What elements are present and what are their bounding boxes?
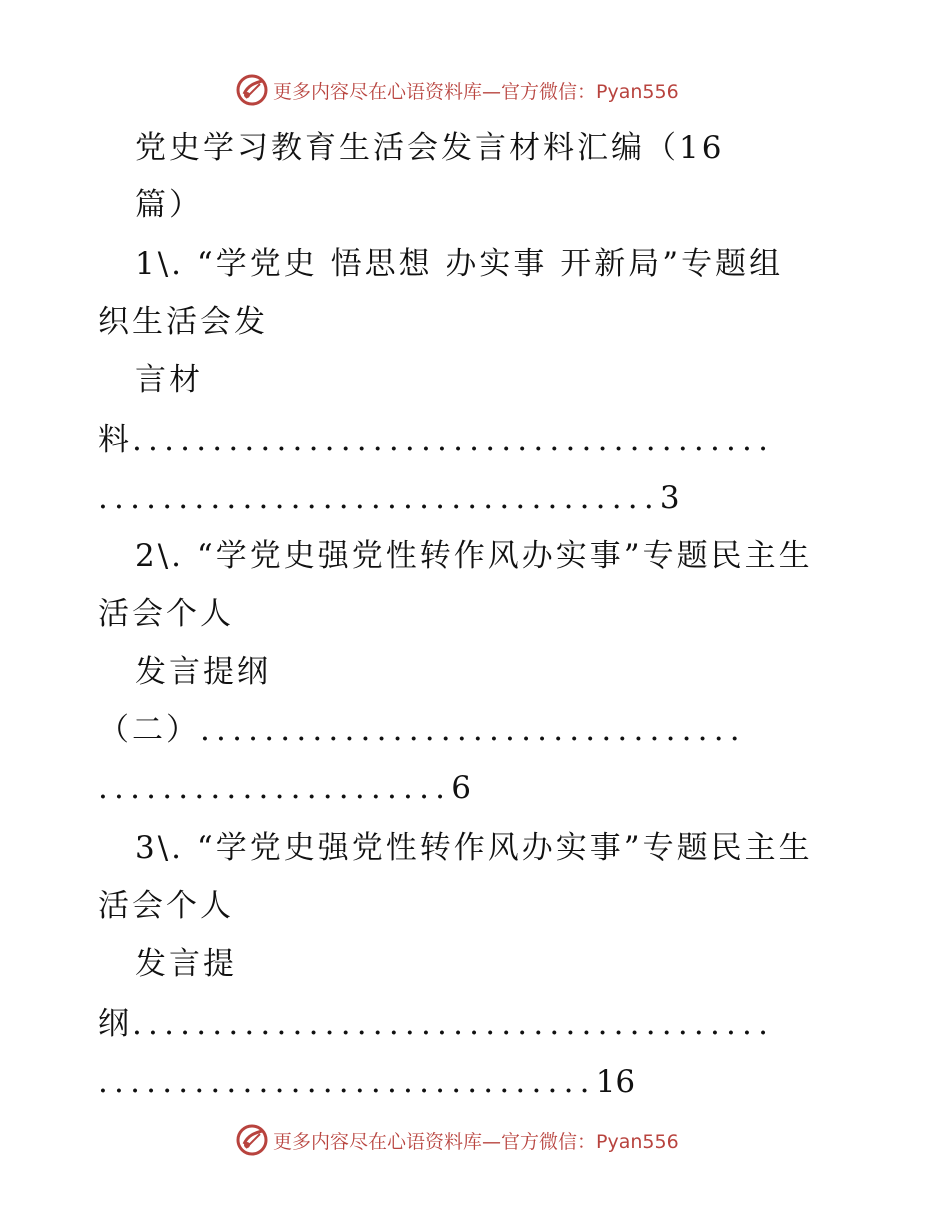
dot-leader: ...................................: [98, 480, 660, 516]
toc-entry-3-title-cont2: 发言提: [135, 946, 237, 982]
toc-entry-2-page: 6: [451, 770, 471, 806]
dot-leader: ......................: [98, 770, 452, 806]
logo-icon: [235, 73, 269, 107]
document-title-line2: 篇）: [135, 187, 203, 223]
toc-entry-2-label-tail: （二）: [98, 712, 200, 748]
toc-entry-1-label-tail: 料: [98, 422, 132, 458]
toc-entry-2-title-cont2: 发言提纲: [135, 654, 271, 690]
toc-entry-2-leader: [98, 710, 746, 750]
toc-entry-1-title-cont2: 言材: [135, 362, 203, 398]
toc-entry-1-title: 1\. “学党史 悟思想 办实事 开新局”专题组: [135, 246, 784, 282]
toc-entry-2-title: 2\. “学党史强党性转作风办实事”专题民主生: [135, 538, 813, 574]
toc-entry-3-title-cont: 活会个人: [98, 888, 234, 924]
banner-text: 更多内容尽在心语资料库—官方微信：Pyan556: [273, 80, 679, 103]
toc-entry-3-leader: [98, 1004, 774, 1044]
toc-entry-1-title-cont: 织生活会发: [98, 304, 268, 340]
footer-banner: [235, 1122, 679, 1158]
toc-entry-3-page: 16: [595, 1064, 636, 1100]
dot-leader: ........................................: [132, 1006, 775, 1042]
dot-leader: ...............................: [98, 1064, 596, 1100]
header-banner: [235, 72, 679, 108]
toc-entry-1-page: 3: [659, 480, 680, 516]
toc-entry-1-leader: [98, 420, 774, 460]
dot-leader: ........................................: [132, 422, 775, 458]
toc-entry-3-title: 3\. “学党史强党性转作风办实事”专题民主生: [135, 830, 813, 866]
toc-entry-3-label-tail: 纲: [98, 1006, 132, 1042]
toc-entry-3-leader-end: [98, 1062, 635, 1102]
banner-text: 更多内容尽在心语资料库—官方微信：Pyan556: [273, 1130, 679, 1153]
toc-entry-1-leader-end: [98, 478, 680, 518]
toc-entry-2-title-cont: 活会个人: [98, 596, 234, 632]
logo-icon: [235, 1123, 269, 1157]
document-title-line1: 党史学习教育生活会发言材料汇编（16: [135, 130, 725, 166]
toc-entry-2-leader-end: [98, 768, 471, 808]
dot-leader: ..................................: [200, 712, 746, 748]
